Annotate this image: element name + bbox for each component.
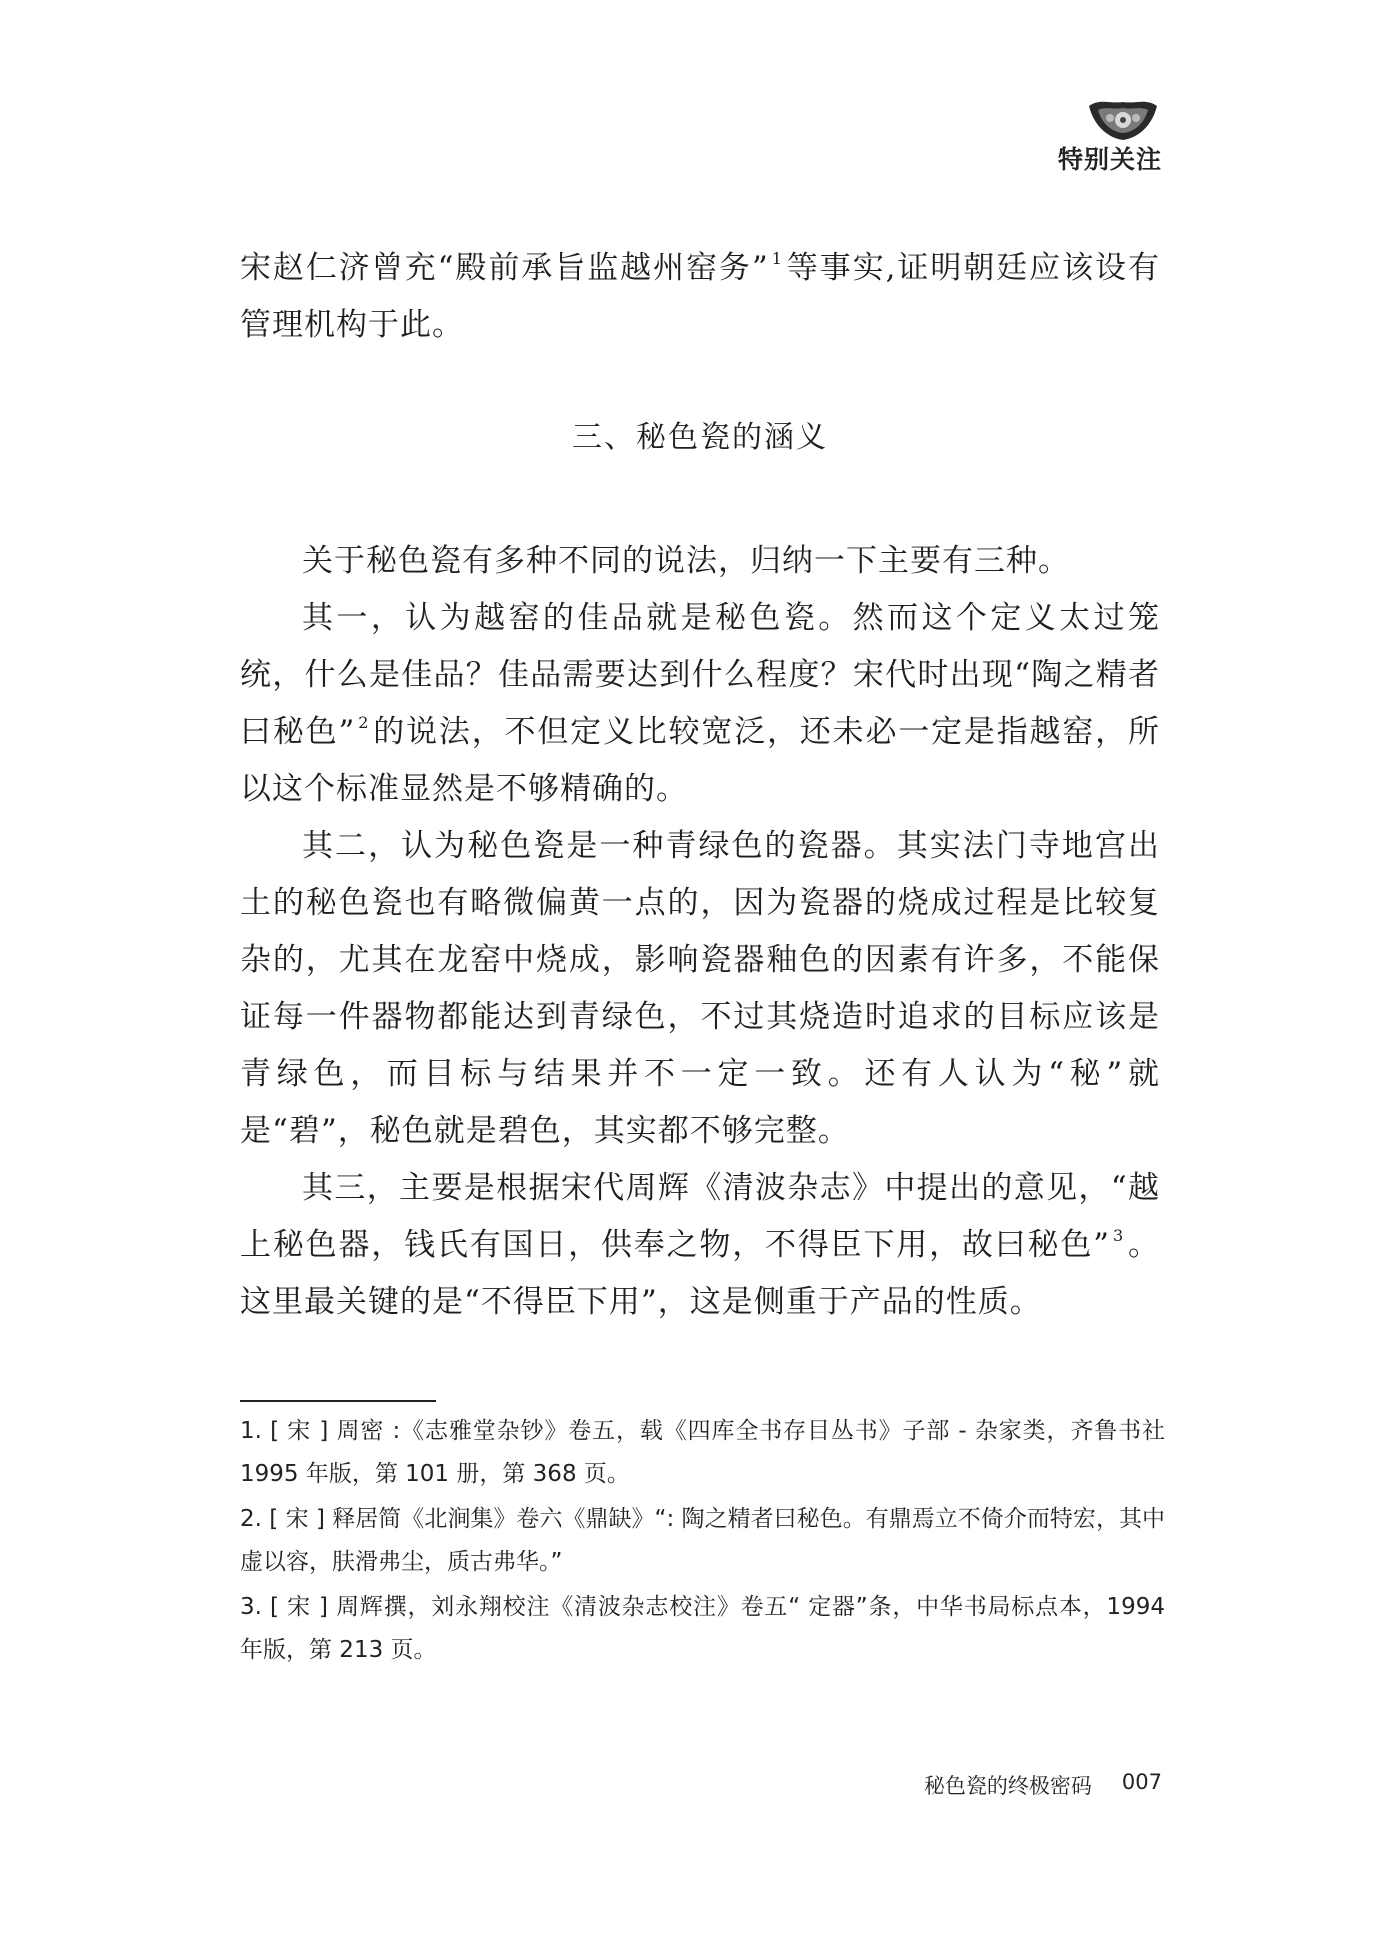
- continuation-paragraph: 宋赵仁济曾充“殿前承旨监越州窑务” $^1$等事实,证明朝廷应该设有管理机构于此。: [240, 249, 1160, 343]
- footnote-ref: 1: [771, 249, 783, 268]
- page-footer: [924, 1770, 1162, 1800]
- page-number: 007: [1121, 1770, 1162, 1794]
- book-title: 秘色瓷的终极密码: [923, 1774, 1092, 1798]
- footnote-item: 1. [ 宋 ] 周密 :《志雅堂杂钞》卷五，载《四库全书存目丛书》子部 - 杂家类，齐鲁书社 1995 年版，第 101 册，第 368 页。: [240, 1418, 1165, 1487]
- footnote-item: 3. [ 宋 ] 周辉撰，刘永翔校注《清波杂志校注》卷五“ 定器”条，中华书局标点本，1994 年版，第 213 页。: [240, 1594, 1165, 1663]
- paragraph-second-view: 其二，认为秘色瓷是一种青绿色的瓷器。其实法门寺地宫出土的秘色瓷也有略微偏黄一点的，因为瓷器的烧成过程是比较复杂的，尤其在龙窑中烧成，影响瓷器釉色的因素有许多，不能保证每一件器物都能达到青绿色，不过其烧造时追求的目标应该是青绿色，而目标与结果并不一定一致。还有人认为“秘”就是“碧”，秘色就是碧色，其实都不够完整。: [240, 828, 1160, 1149]
- section-heading: 三、秘色瓷的涵义: [572, 420, 828, 455]
- footnote-divider: [240, 1400, 436, 1402]
- header-section-label: 特别关注: [1057, 145, 1162, 174]
- footnotes: [240, 1410, 1165, 1674]
- paragraph-intro: 关于秘色瓷有多种不同的说法，归纳一下主要有三种。: [302, 543, 1070, 579]
- paragraph-first-view: 其一，认为越窑的佳品就是秘色瓷。然而这个定义太过笼统，什么是佳品？佳品需要达到什么程度？宋代时出现“陶之精者曰秘色” $^2$的说法，不但定义比较宽泛，还未必一定是指越窑，所以这个标准显然是不够精确的。: [240, 600, 1160, 807]
- body-text: [240, 533, 1160, 1331]
- footnote-ref: 3: [1113, 1226, 1125, 1245]
- paragraph-third-view: 其三，主要是根据宋代周辉《清波杂志》中提出的意见，“越上秘色器，钱氏有国日，供奉之物，不得臣下用，故曰秘色” $^3$。这里最关键的是“不得臣下用”，这是侧重于产品的性质。: [240, 1170, 1161, 1320]
- footnote-item: 2. [ 宋 ] 释居简《北涧集》卷六《鼎缺》“: 陶之精者曰秘色。有鼎焉立不倚介而特宏，其中虚以容，肤滑弗尘，质古弗华。”: [240, 1506, 1165, 1575]
- ornament-icon: [1086, 96, 1160, 142]
- continuation-block: [240, 240, 1160, 354]
- footnote-ref: 2: [358, 713, 370, 732]
